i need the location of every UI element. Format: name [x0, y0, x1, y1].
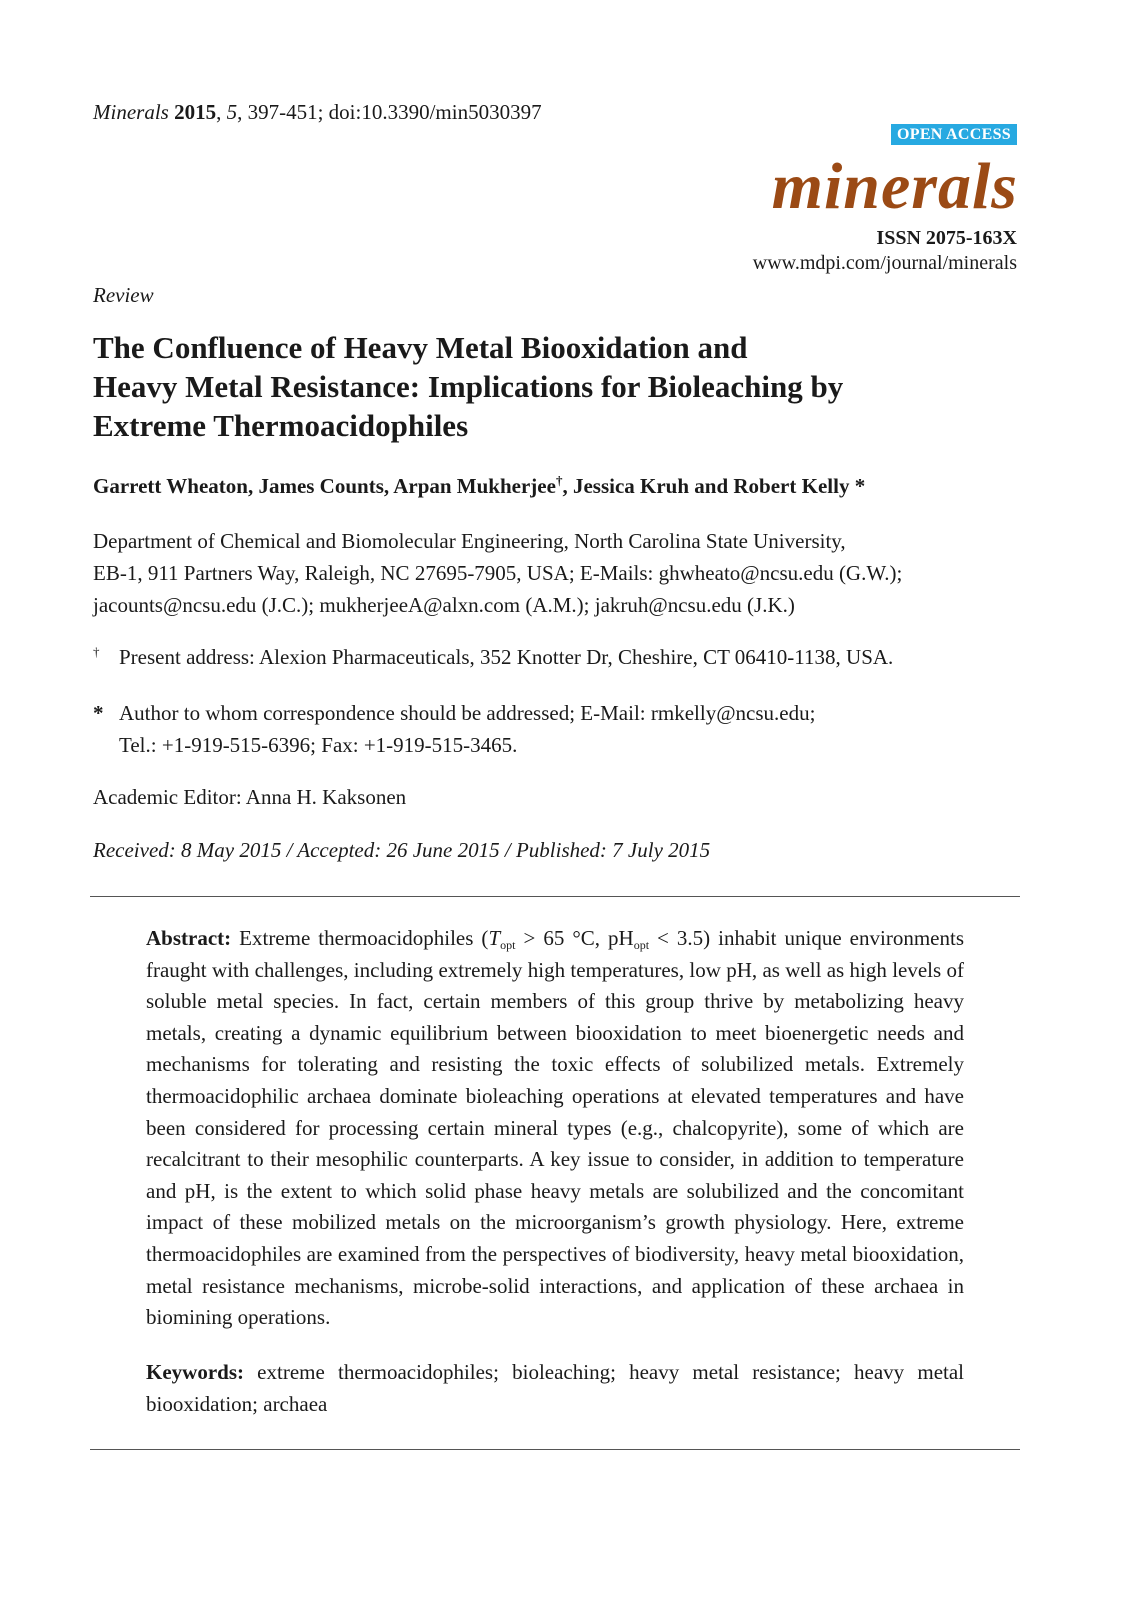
author-list — [93, 472, 865, 500]
citation-volume: 5 — [226, 100, 238, 124]
citation-year: 2015 — [174, 100, 217, 124]
citation-journal: Minerals — [93, 100, 169, 124]
publication-dates: Received: 8 May 2015 / Accepted: 26 June 2015 / Published: 7 July 2015 — [93, 838, 711, 862]
title-line: Extreme Thermoacidophiles — [93, 408, 469, 443]
keywords-label: Keywords: — [146, 1360, 244, 1384]
keywords-text: extreme thermoacidophiles; bioleaching; heavy metal resistance; heavy metal biooxidation; archaea — [146, 1360, 964, 1416]
open-access-badge: OPEN ACCESS — [891, 124, 1017, 145]
footnote-correspondence — [93, 697, 815, 761]
footnote-star-line: Author to whom correspondence should be addressed; E-Mail: rmkelly@ncsu.edu; — [119, 701, 816, 725]
abstract-t-sub: opt — [500, 938, 516, 952]
affiliation-line: jacounts@ncsu.edu (J.C.); mukherjeeA@alxn.com (A.M.); jakruh@ncsu.edu (J.K.) — [93, 593, 795, 617]
abstract-t-symbol: T — [488, 926, 501, 950]
journal-logo: minerals — [771, 150, 1018, 223]
affiliation-line: Department of Chemical and Biomolecular Engineering, North Carolina State University, — [93, 529, 846, 553]
title-line: Heavy Metal Resistance: Implications for Bioleaching by — [93, 369, 844, 404]
article-type: Review — [93, 283, 154, 307]
dagger-mark: † — [555, 473, 563, 488]
footnote-star-mark: * — [93, 701, 104, 725]
citation-pages-doi: , 397-451; doi:10.3390/min5030397 — [237, 100, 542, 124]
issn: ISSN 2075-163X — [876, 227, 1017, 249]
paper-title — [93, 328, 993, 445]
footnote-present-address: † Present address: Alexion Pharmaceuticals, 352 Knotter Dr, Cheshire, CT 06410-1138, USA. — [93, 644, 894, 669]
keywords — [146, 1357, 964, 1420]
authors-part-1: Garrett Wheaton, James Counts, Arpan Mukherjee — [93, 474, 556, 498]
footnote-dagger-text: Present address: Alexion Pharmaceuticals, 352 Knotter Dr, Cheshire, CT 06410-1138, USA. — [119, 645, 894, 669]
abstract-mid: > 65 °C, pH — [515, 926, 634, 950]
abstract-label: Abstract: — [146, 926, 232, 950]
title-line: The Confluence of Heavy Metal Biooxidation and — [93, 330, 748, 365]
academic-editor: Academic Editor: Anna H. Kaksonen — [93, 785, 407, 809]
journal-url[interactable]: www.mdpi.com/journal/minerals — [752, 252, 1017, 274]
divider-top — [90, 896, 1020, 897]
abstract-ph-sub: opt — [633, 938, 650, 952]
abstract — [146, 923, 964, 1334]
affiliation — [93, 525, 902, 621]
footnote-star-line: Tel.: +1-919-515-6396; Fax: +1-919-515-3465. — [119, 733, 518, 757]
abstract-body: < 3.5) inhabit unique environments fraught with challenges, including extremely high temperatures, low pH, as well as high levels of soluble metal species. In fact, certain members of this group thrive by metabolizing heavy metals, creating a dynamic equilibrium between biooxidation to meet bioenergetic needs and mechanisms for tolerating and resisting the toxic effects of solubilized metals. Extremely thermoacidophilic archaea dominate bioleaching operations at elevated temperatures and have been considered for processing certain mineral types (e.g., chalcopyrite), some of which are recalcitrant to their mesophilic counterparts. A key issue to consider, in addition to temperature and pH, is the extent to which solid phase heavy metals are solubilized and the concomitant impact of these mobilized metals on the microorganism’s growth physiology. Here, extreme thermoacidophiles are examined from the perspectives of biodiversity, heavy metal biooxidation, metal resistance mechanisms, microbe-solid interactions, and application of these archaea in biomining operations. — [146, 926, 964, 1330]
citation-line: Minerals 2015, 5, 397-451; doi:10.3390/min5030397 — [93, 100, 542, 124]
authors-part-2: , Jessica Kruh and Robert Kelly * — [562, 474, 866, 498]
affiliation-line: EB-1, 911 Partners Way, Raleigh, NC 27695-7905, USA; E-Mails: ghwheato@ncsu.edu (G.W.); — [93, 561, 903, 585]
divider-bottom — [90, 1449, 1020, 1450]
abstract-lead: Extreme thermoacidophiles ( — [231, 926, 489, 950]
